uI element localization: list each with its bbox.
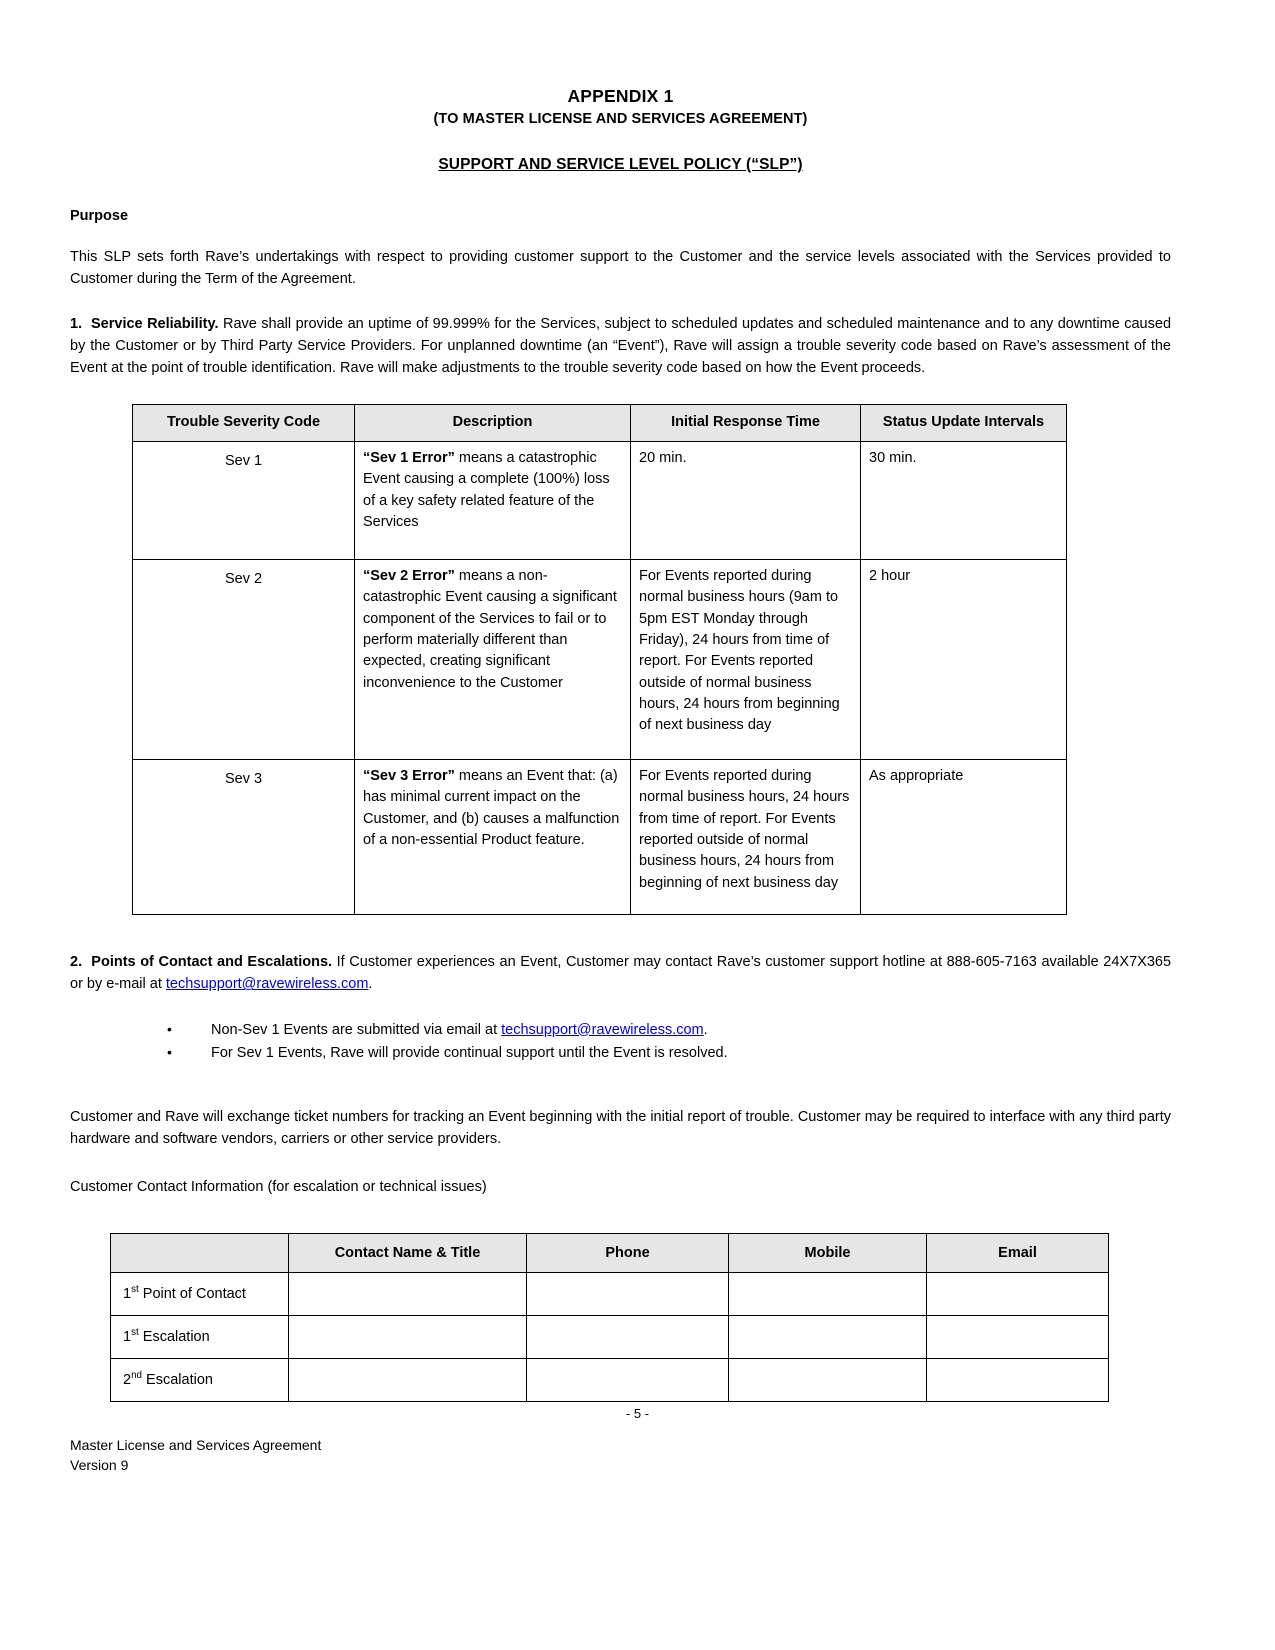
severity-header-code: Trouble Severity Code bbox=[133, 404, 355, 441]
contact-row-label-num: 1 bbox=[123, 1285, 132, 1302]
section-2-body-tail: . bbox=[368, 976, 373, 993]
severity-initial-response-cell: For Events reported during normal business hours, 24 hours from time of report. For Events reported outside of normal business hours, 24 hours from beginning of next business day bbox=[631, 759, 861, 914]
severity-description-text: means a non-catastrophic Event causing a significant component of the Services to fail or to perform materially different than expected, creating significant inconvenience to the Customer bbox=[363, 567, 617, 691]
contact-name-cell[interactable] bbox=[289, 1358, 527, 1401]
table-row bbox=[111, 1358, 1109, 1401]
contact-header-phone: Phone bbox=[527, 1233, 729, 1272]
table-row bbox=[133, 441, 1067, 559]
severity-table-header-row bbox=[133, 404, 1067, 441]
document-footer bbox=[70, 1436, 321, 1476]
table-row bbox=[111, 1315, 1109, 1358]
contact-phone-cell[interactable] bbox=[527, 1358, 729, 1401]
severity-description-cell bbox=[355, 441, 631, 559]
contact-row-label-rest: Escalation bbox=[142, 1371, 213, 1388]
severity-code-cell: Sev 2 bbox=[133, 559, 355, 759]
contact-mobile-cell[interactable] bbox=[729, 1315, 927, 1358]
severity-status-update-cell: As appropriate bbox=[861, 759, 1067, 914]
severity-description-text: means a catastrophic Event causing a complete (100%) loss of a key safety related feature of the Services bbox=[363, 449, 610, 530]
page-title: APPENDIX 1 bbox=[567, 86, 674, 106]
policy-title: SUPPORT AND SERVICE LEVEL POLICY (“SLP”) bbox=[438, 156, 803, 173]
page-subtitle: (TO MASTER LICENSE AND SERVICES AGREEMENT) bbox=[433, 111, 808, 127]
section-2-body: If Customer experiences an Event, Customer may contact Rave’s customer support hotline at 888-605-7163 available 24X7X365 or by e-mail at bbox=[70, 953, 1172, 993]
contact-row-label-num: 2 bbox=[123, 1371, 132, 1388]
severity-table-container bbox=[70, 404, 1171, 915]
contact-name-cell[interactable] bbox=[289, 1315, 527, 1358]
contact-bullet-list bbox=[70, 1019, 1171, 1066]
contact-header-blank bbox=[111, 1233, 289, 1272]
contact-table-container bbox=[70, 1233, 1171, 1402]
contact-row-label-rest: Point of Contact bbox=[138, 1285, 246, 1302]
table-row bbox=[133, 559, 1067, 759]
contact-phone-cell[interactable] bbox=[527, 1272, 729, 1315]
contact-phone-cell[interactable] bbox=[527, 1315, 729, 1358]
table-row bbox=[133, 759, 1067, 914]
severity-description-cell bbox=[355, 759, 631, 914]
severity-header-status-update: Status Update Intervals bbox=[861, 404, 1067, 441]
section-1-number: 1. bbox=[70, 315, 83, 332]
footer-line-2: Version 9 bbox=[70, 1456, 129, 1473]
bullet-1-text: Non-Sev 1 Events are submitted via email at bbox=[211, 1021, 502, 1038]
severity-initial-response-cell: For Events reported during normal business hours (9am to 5pm EST Monday through Friday), 24 hours from time of report. For Events reported outside of normal business hours, 24 hours from beginning of next business day bbox=[631, 559, 861, 759]
support-email-link[interactable]: techsupport@ravewireless.com bbox=[165, 976, 369, 993]
contact-table bbox=[110, 1233, 1109, 1402]
purpose-paragraph: This SLP sets forth Rave’s undertakings with respect to providing customer support to the Customer and the service levels associated with the Services provided to Customer during the Term of the Agreement. bbox=[70, 249, 1171, 288]
severity-code-cell: Sev 3 bbox=[133, 759, 355, 914]
severity-status-update-cell: 2 hour bbox=[861, 559, 1067, 759]
contact-mobile-cell[interactable] bbox=[729, 1272, 927, 1315]
section-2-paragraph bbox=[70, 951, 1171, 996]
list-item bbox=[167, 1042, 1171, 1065]
severity-description-term: “Sev 3 Error” bbox=[363, 767, 455, 784]
contact-mobile-cell[interactable] bbox=[729, 1358, 927, 1401]
severity-code-cell: Sev 1 bbox=[133, 441, 355, 559]
contact-row-label bbox=[111, 1272, 289, 1315]
contact-header-email: Email bbox=[927, 1233, 1109, 1272]
contact-name-cell[interactable] bbox=[289, 1272, 527, 1315]
bullet-1-text-tail: . bbox=[703, 1021, 708, 1038]
section-2-heading: Points of Contact and Escalations. bbox=[91, 953, 333, 970]
contact-email-cell[interactable] bbox=[927, 1315, 1109, 1358]
severity-description-cell bbox=[355, 559, 631, 759]
severity-initial-response-cell: 20 min. bbox=[631, 441, 861, 559]
footer-line-1: Master License and Services Agreement bbox=[70, 1437, 322, 1453]
severity-description-term: “Sev 2 Error” bbox=[363, 567, 455, 584]
contact-email-cell[interactable] bbox=[927, 1358, 1109, 1401]
severity-header-description: Description bbox=[355, 404, 631, 441]
page-number: - 5 - bbox=[625, 1406, 650, 1421]
severity-header-initial-response: Initial Response Time bbox=[631, 404, 861, 441]
document-header bbox=[70, 86, 1171, 127]
severity-table bbox=[132, 404, 1067, 915]
contact-row-label bbox=[111, 1315, 289, 1358]
contact-row-label-sup: st bbox=[131, 1326, 139, 1338]
contact-row-label-num: 1 bbox=[123, 1328, 132, 1345]
contact-table-header-row bbox=[111, 1233, 1109, 1272]
severity-status-update-cell: 30 min. bbox=[861, 441, 1067, 559]
section-1-body: Rave shall provide an uptime of 99.999% for the Services, subject to scheduled updates and scheduled maintenance and to any downtime caused by the Customer or by Third Party Service Providers. For unplanned downtime (an “Event”), Rave will assign a trouble severity code based on Rave’s assessment of the Event at the point of trouble identification. Rave will make adjustments to the trouble severity code based on how the Event proceeds. bbox=[70, 315, 1172, 377]
contact-header-mobile: Mobile bbox=[729, 1233, 927, 1272]
severity-description-text: means an Event that: (a) has minimal current impact on the Customer, and (b) causes a malfunction of a non-essential Product feature. bbox=[363, 767, 620, 848]
contact-row-label-sup: st bbox=[131, 1283, 139, 1295]
contact-info-label: Customer Contact Information (for escalation or technical issues) bbox=[70, 1179, 487, 1196]
table-row bbox=[111, 1272, 1109, 1315]
contact-row-label bbox=[111, 1358, 289, 1401]
contact-row-label-rest: Escalation bbox=[138, 1328, 210, 1345]
list-item bbox=[167, 1019, 1171, 1042]
severity-description-term: “Sev 1 Error” bbox=[363, 449, 455, 466]
bullet-2-text: For Sev 1 Events, Rave will provide continual support until the Event is resolved. bbox=[211, 1045, 728, 1062]
contact-email-cell[interactable] bbox=[927, 1272, 1109, 1315]
section-1-heading: Service Reliability. bbox=[91, 315, 219, 332]
purpose-heading: Purpose bbox=[70, 208, 129, 224]
section-2-number: 2. bbox=[70, 953, 83, 970]
section-1-paragraph bbox=[70, 313, 1171, 380]
contact-row-label-sup: nd bbox=[131, 1369, 143, 1381]
ticket-paragraph: Customer and Rave will exchange ticket numbers for tracking an Event beginning with the initial report of trouble. Customer may be required to interface with any third party hardware and software vendors, carriers or other service providers. bbox=[70, 1108, 1171, 1147]
bullet-1-email-link[interactable]: techsupport@ravewireless.com bbox=[501, 1021, 704, 1038]
contact-header-name-title: Contact Name & Title bbox=[289, 1233, 527, 1272]
